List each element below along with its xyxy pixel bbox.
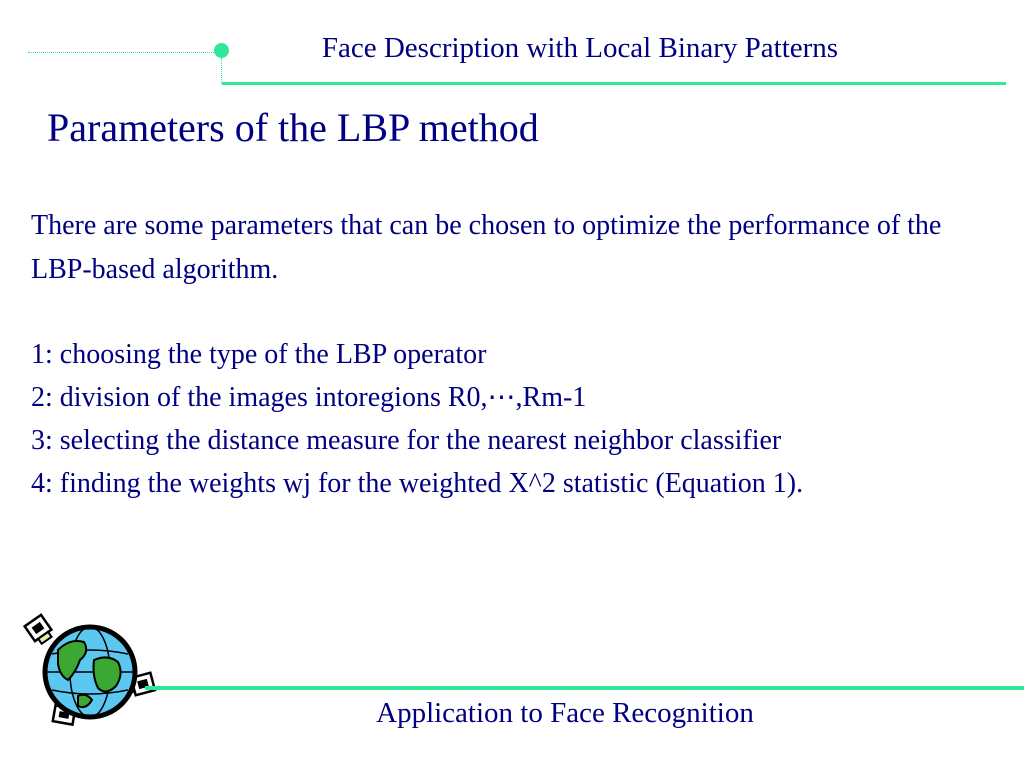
footer-rule xyxy=(145,686,1024,690)
slide-title: Parameters of the LBP method xyxy=(47,105,539,150)
list-item: 4: finding the weights wj for the weighted X^2 statistic (Equation 1). xyxy=(31,468,804,499)
header-dotted-line xyxy=(28,52,220,53)
intro-paragraph: There are some parameters that can be chosen to optimize the performance of the LBP-based algorithm. xyxy=(31,210,942,285)
list-item: 3: selecting the distance measure for the nearest neighbor classifier xyxy=(31,425,782,456)
globe-satellite-icon xyxy=(20,610,160,730)
list-item: 1: choosing the type of the LBP operator xyxy=(31,339,487,370)
header-rule xyxy=(222,82,1006,85)
list-item: 2: division of the images intoregions R0,⋯,Rm-1 xyxy=(31,382,587,413)
parameter-list xyxy=(31,333,1011,505)
footer-text: Application to Face Recognition xyxy=(376,697,754,729)
header-title: Face Description with Local Binary Patterns xyxy=(321,32,839,64)
